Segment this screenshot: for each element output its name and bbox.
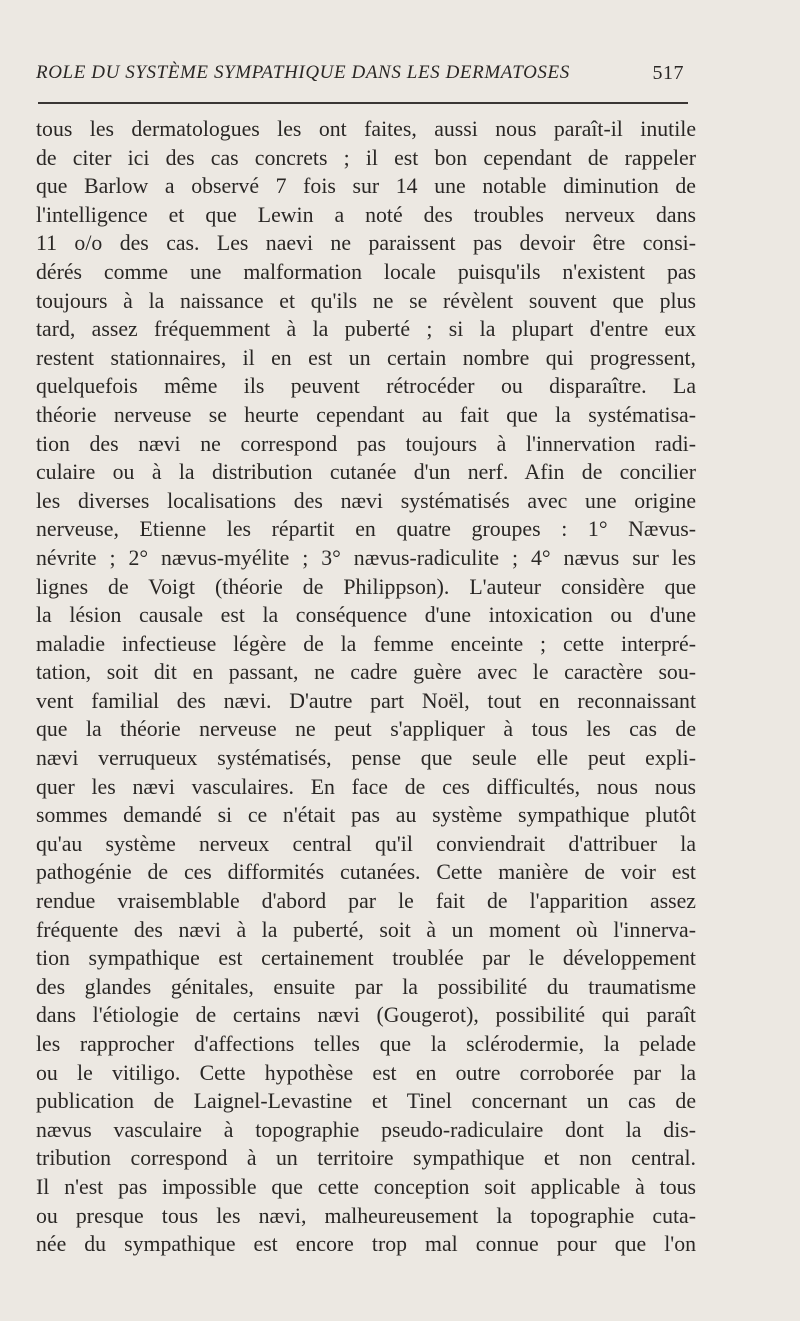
running-head <box>36 62 688 94</box>
text-line: quer les nævi vasculaires. En face de ces difficultés, nous nous <box>36 774 696 799</box>
text-line: tation, soit dit en passant, ne cadre guère avec le caractère sou- <box>36 660 696 685</box>
text-line: ou le vitiligo. Cette hypothèse est en outre corroborée par la <box>36 1060 696 1085</box>
text-line: névrite ; 2° nævus-myélite ; 3° nævus-radiculite ; 4° nævus sur les <box>36 545 696 570</box>
text-line: ou presque tous les nævi, malheureusement la topographie cuta- <box>36 1203 696 1228</box>
text-line: publication de Laignel-Levastine et Tinel concernant un cas de <box>36 1089 696 1114</box>
text-line: l'intelligence et que Lewin a noté des troubles nerveux dans <box>36 202 696 227</box>
text-line: rendue vraisemblable d'abord par le fait de l'apparition assez <box>36 889 696 914</box>
text-line: vent familial des nævi. D'autre part Noël, tout en reconnaissant <box>36 688 696 713</box>
text-line: que la théorie nerveuse ne peut s'appliquer à tous les cas de <box>36 717 696 742</box>
text-line: tion des nævi ne correspond pas toujours à l'innervation radi- <box>36 431 696 456</box>
text-line: de citer ici des cas concrets ; il est bon cependant de rappeler <box>36 145 696 170</box>
text-line: nævus vasculaire à topographie pseudo-radiculaire dont la dis- <box>36 1117 696 1142</box>
text-line: tion sympathique est certainement troublée par le développement <box>36 946 696 971</box>
text-line: que Barlow a observé 7 fois sur 14 une notable diminution de <box>36 174 696 199</box>
text-line: sommes demandé si ce n'était pas au système sympathique plutôt <box>36 803 696 828</box>
text-line: les rapprocher d'affections telles que la sclérodermie, la pelade <box>36 1032 696 1056</box>
text-line: restent stationnaires, il en est un certain nombre qui progressent, <box>36 345 696 370</box>
text-line: fréquente des nævi à la puberté, soit à un moment où l'innerva- <box>36 917 696 942</box>
text-line: Il n'est pas impossible que cette conception soit applicable à tous <box>36 1174 696 1199</box>
text-line: dans l'étiologie de certains nævi (Gougerot), possibilité qui paraît <box>36 1003 696 1028</box>
text-line: les diverses localisations des nævi systématisés avec une origine <box>36 488 696 513</box>
text-line: tard, assez fréquemment à la puberté ; si la plupart d'entre eux <box>36 317 696 342</box>
text-line: nævi verruqueux systématisés, pense que seule elle peut expli- <box>36 746 696 771</box>
text-line: tribution correspond à un territoire sympathique et non central. <box>36 1146 696 1171</box>
text-line: nerveuse, Etienne les répartit en quatre groupes : 1° Nævus- <box>36 517 696 542</box>
text-line: tous les dermatologues les ont faites, aussi nous paraît-il inutile <box>36 117 696 141</box>
text-line: dérés comme une malformation locale puisqu'ils n'existent pas <box>36 259 696 284</box>
text-line: théorie nerveuse se heurte cependant au fait que la systématisa- <box>36 402 696 427</box>
text-line: née du sympathique est encore trop mal connue pour que l'on <box>36 1232 696 1257</box>
text-line: pathogénie de ces difformités cutanées. Cette manière de voir est <box>36 860 696 885</box>
text-line: toujours à la naissance et qu'ils ne se révèlent souvent que plus <box>36 288 696 313</box>
page-number: 517 <box>652 62 684 84</box>
header-rule <box>38 102 688 104</box>
text-line: la lésion causale est la conséquence d'une intoxication ou d'une <box>36 603 696 628</box>
text-line: culaire ou à la distribution cutanée d'un nerf. Afin de concilier <box>36 460 696 485</box>
text-line: qu'au système nerveux central qu'il conviendrait d'attribuer la <box>36 831 696 856</box>
text-line: 11 o/o des cas. Les naevi ne paraissent pas devoir être consi- <box>36 231 696 256</box>
text-line: quelquefois même ils peuvent rétrocéder ou disparaître. La <box>36 374 696 399</box>
text-line: lignes de Voigt (théorie de Philippson). L'auteur considère que <box>36 574 696 599</box>
running-title: ROLE DU SYSTÈME SYMPATHIQUE DANS LES DERMATOSES <box>36 62 570 83</box>
text-line: des glandes génitales, ensuite par la possibilité du traumatisme <box>36 974 696 999</box>
body-text <box>36 115 696 1259</box>
text-line: maladie infectieuse légère de la femme enceinte ; cette interpré- <box>36 631 696 656</box>
